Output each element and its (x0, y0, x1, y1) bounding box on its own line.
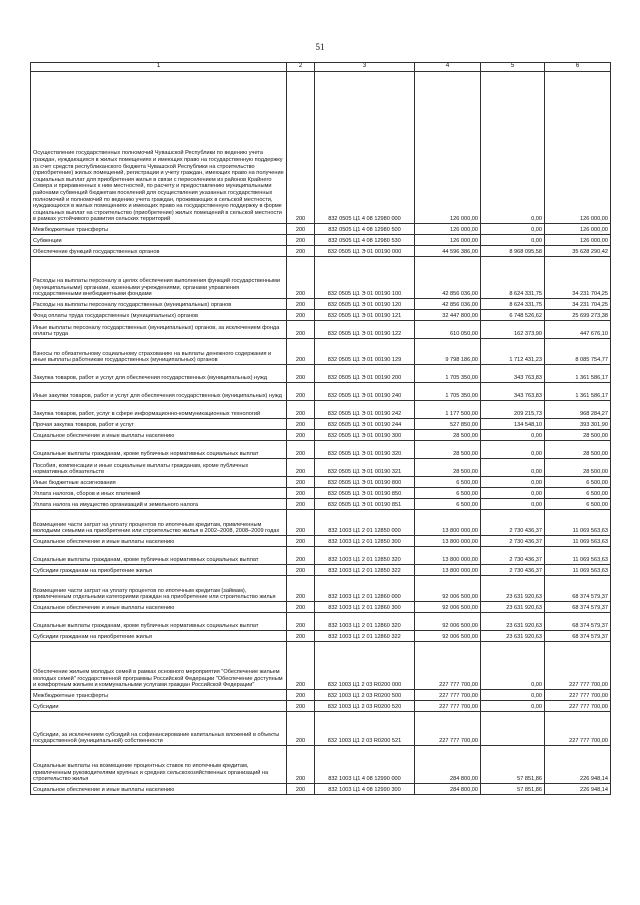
table-row (31, 430, 611, 441)
cell-executed-amount: 0,00 (481, 488, 545, 499)
cell-unexecuted-amount: 226 948,14 (545, 746, 611, 784)
cell-unexecuted-amount: 968 284,27 (545, 401, 611, 419)
cell-description: Прочая закупка товаров, работ и услуг (31, 419, 287, 430)
cell-approved-amount: 610 050,00 (415, 321, 481, 339)
table-row (31, 499, 611, 510)
cell-description: Субвенции (31, 235, 287, 246)
cell-budget-code: 832 1003 Ц1 2 03 R0200 520 (315, 701, 415, 712)
cell-description: Уплата налога на имущество организаций и земельного налога (31, 499, 287, 510)
cell-line-code: 200 (287, 430, 315, 441)
cell-budget-code: 832 0505 Ц1 4 08 12980 500 (315, 224, 415, 235)
cell-line-code: 200 (287, 536, 315, 547)
cell-unexecuted-amount: 447 676,10 (545, 321, 611, 339)
cell-executed-amount: 2 730 436,37 (481, 510, 545, 536)
cell-line-code: 200 (287, 224, 315, 235)
cell-executed-amount: 0,00 (481, 499, 545, 510)
cell-approved-amount: 9 798 186,00 (415, 339, 481, 365)
header-row (31, 63, 611, 72)
table-row (31, 383, 611, 401)
cell-line-code: 200 (287, 419, 315, 430)
cell-description: Возмещение части затрат на уплату процентов по ипотечным кредитам (займам), привлеченным отдельными категориями граждан на приобретение или строительство жилья (31, 576, 287, 602)
cell-unexecuted-amount: 34 231 704,25 (545, 257, 611, 299)
table-row (31, 613, 611, 631)
cell-line-code: 200 (287, 576, 315, 602)
table-row (31, 257, 611, 299)
cell-executed-amount: 162 373,90 (481, 321, 545, 339)
cell-executed-amount: 209 215,73 (481, 401, 545, 419)
header-col-2: 2 (287, 63, 315, 72)
cell-description: Социальное обеспечение и иные выплаты населению (31, 536, 287, 547)
page-number: 51 (315, 42, 325, 52)
cell-line-code: 200 (287, 477, 315, 488)
cell-unexecuted-amount: 11 069 563,63 (545, 536, 611, 547)
cell-unexecuted-amount: 1 361 586,17 (545, 365, 611, 383)
header-col-5: 5 (481, 63, 545, 72)
cell-description: Уплата налогов, сборов и иных платежей (31, 488, 287, 499)
cell-approved-amount: 1 705 350,00 (415, 383, 481, 401)
header-col-4: 4 (415, 63, 481, 72)
table-row (31, 441, 611, 459)
cell-budget-code: 832 0505 Ц1 Э 01 00190 242 (315, 401, 415, 419)
cell-unexecuted-amount: 28 500,00 (545, 441, 611, 459)
cell-line-code: 200 (287, 246, 315, 257)
table-row (31, 712, 611, 746)
table-row (31, 321, 611, 339)
cell-executed-amount: 134 548,10 (481, 419, 545, 430)
cell-approved-amount: 227 777 700,00 (415, 701, 481, 712)
cell-executed-amount: 23 631 920,63 (481, 631, 545, 642)
cell-line-code: 200 (287, 365, 315, 383)
cell-unexecuted-amount: 68 374 579,37 (545, 576, 611, 602)
table-row (31, 339, 611, 365)
cell-description: Закупка товаров, работ и услуг для обеспечения государственных (муниципальных) нужд (31, 365, 287, 383)
cell-line-code: 200 (287, 235, 315, 246)
cell-budget-code: 832 0505 Ц1 4 08 12980 000 (315, 72, 415, 224)
cell-unexecuted-amount: 227 777 700,00 (545, 642, 611, 690)
cell-approved-amount: 126 000,00 (415, 235, 481, 246)
cell-description: Закупка товаров, работ, услуг в сфере информационно-коммуникационных технологий (31, 401, 287, 419)
cell-executed-amount: 0,00 (481, 477, 545, 488)
cell-budget-code: 832 0505 Ц1 Э 01 00190 244 (315, 419, 415, 430)
cell-unexecuted-amount: 68 374 579,37 (545, 613, 611, 631)
cell-description: Расходы на выплаты персоналу государственных (муниципальных) органов (31, 299, 287, 310)
cell-approved-amount: 227 777 700,00 (415, 690, 481, 701)
cell-description: Иные выплаты персоналу государственных (муниципальных) органов, за исключением фонда оплаты труда (31, 321, 287, 339)
cell-approved-amount: 284 800,00 (415, 784, 481, 795)
table-row (31, 746, 611, 784)
table-row (31, 419, 611, 430)
table-row (31, 784, 611, 795)
cell-executed-amount: 0,00 (481, 224, 545, 235)
cell-description: Социальные выплаты гражданам, кроме публичных нормативных социальных выплат (31, 547, 287, 565)
cell-description: Межбюджетные трансферты (31, 224, 287, 235)
cell-unexecuted-amount: 11 069 563,63 (545, 547, 611, 565)
cell-budget-code: 832 0505 Ц1 Э 01 00190 300 (315, 430, 415, 441)
cell-approved-amount: 284 800,00 (415, 746, 481, 784)
cell-executed-amount: 2 730 436,37 (481, 565, 545, 576)
cell-executed-amount: 23 631 920,63 (481, 576, 545, 602)
table-row (31, 631, 611, 642)
cell-budget-code: 832 0505 Ц1 Э 01 00190 240 (315, 383, 415, 401)
cell-executed-amount: 23 631 920,63 (481, 613, 545, 631)
cell-approved-amount: 6 500,00 (415, 488, 481, 499)
table-row (31, 72, 611, 224)
header-col-6: 6 (545, 63, 611, 72)
budget-table (30, 62, 611, 795)
cell-budget-code: 832 1003 Ц1 4 08 12990 000 (315, 746, 415, 784)
table-row (31, 235, 611, 246)
cell-budget-code: 832 1003 Ц1 2 01 12860 320 (315, 613, 415, 631)
cell-line-code: 200 (287, 441, 315, 459)
cell-executed-amount: 6 748 526,62 (481, 310, 545, 321)
cell-budget-code: 832 0505 Ц1 4 08 12980 530 (315, 235, 415, 246)
cell-line-code: 200 (287, 310, 315, 321)
cell-approved-amount: 1 705 350,00 (415, 365, 481, 383)
cell-budget-code: 832 0505 Ц1 Э 01 00190 320 (315, 441, 415, 459)
cell-budget-code: 832 1003 Ц1 2 01 12860 322 (315, 631, 415, 642)
cell-approved-amount: 42 856 036,00 (415, 257, 481, 299)
table-row (31, 310, 611, 321)
cell-approved-amount: 42 856 036,00 (415, 299, 481, 310)
cell-description: Социальное обеспечение и иные выплаты населению (31, 602, 287, 613)
cell-budget-code: 832 0505 Ц1 Э 01 00190 321 (315, 459, 415, 477)
cell-approved-amount: 6 500,00 (415, 499, 481, 510)
cell-approved-amount: 32 447 800,00 (415, 310, 481, 321)
cell-approved-amount: 13 800 000,00 (415, 536, 481, 547)
cell-line-code: 200 (287, 565, 315, 576)
cell-description: Субсидии (31, 701, 287, 712)
cell-approved-amount: 28 500,00 (415, 430, 481, 441)
cell-line-code: 200 (287, 499, 315, 510)
cell-executed-amount: 0,00 (481, 690, 545, 701)
cell-budget-code: 832 1003 Ц1 2 01 12850 322 (315, 565, 415, 576)
cell-budget-code: 832 0505 Ц1 Э 01 00190 120 (315, 299, 415, 310)
cell-line-code: 200 (287, 321, 315, 339)
cell-executed-amount: 0,00 (481, 459, 545, 477)
cell-unexecuted-amount: 6 500,00 (545, 499, 611, 510)
header-col-3: 3 (315, 63, 415, 72)
cell-line-code: 200 (287, 642, 315, 690)
cell-line-code: 200 (287, 547, 315, 565)
cell-unexecuted-amount: 28 500,00 (545, 459, 611, 477)
cell-budget-code: 832 1003 Ц1 2 01 12860 000 (315, 576, 415, 602)
cell-approved-amount: 126 000,00 (415, 72, 481, 224)
cell-executed-amount: 0,00 (481, 441, 545, 459)
cell-approved-amount: 44 596 386,00 (415, 246, 481, 257)
cell-approved-amount: 92 006 500,00 (415, 631, 481, 642)
cell-line-code: 200 (287, 488, 315, 499)
cell-description: Субсидии гражданам на приобретение жилья (31, 631, 287, 642)
cell-budget-code: 832 0505 Ц1 Э 01 00190 100 (315, 257, 415, 299)
cell-unexecuted-amount: 25 699 273,38 (545, 310, 611, 321)
table-row (31, 488, 611, 499)
cell-unexecuted-amount: 6 500,00 (545, 488, 611, 499)
cell-budget-code: 832 1003 Ц1 4 08 12990 300 (315, 784, 415, 795)
cell-description: Обеспечение жильем молодых семей в рамках основного мероприятия "Обеспечение жильем молодых семей" государственной программы Российской Федерации "Обеспечение доступным и комфортным жильем и коммунальными услугами граждан Российской Федерации" (31, 642, 287, 690)
cell-approved-amount: 126 000,00 (415, 224, 481, 235)
cell-executed-amount: 0,00 (481, 235, 545, 246)
cell-line-code: 200 (287, 459, 315, 477)
cell-description: Социальные выплаты гражданам, кроме публичных нормативных социальных выплат (31, 613, 287, 631)
cell-executed-amount: 0,00 (481, 642, 545, 690)
cell-description: Взносы по обязательному социальному страхованию на выплаты денежного содержания и иные выплаты работникам государственных (муниципальных) органов (31, 339, 287, 365)
cell-budget-code: 832 1003 Ц1 2 01 12850 320 (315, 547, 415, 565)
cell-approved-amount: 28 500,00 (415, 441, 481, 459)
cell-description: Субсидии, за исключением субсидий на софинансирование капитальных вложений в объекты государственной (муниципальной) собственности (31, 712, 287, 746)
table-row (31, 642, 611, 690)
cell-line-code: 200 (287, 613, 315, 631)
table-row (31, 510, 611, 536)
cell-approved-amount: 227 777 700,00 (415, 642, 481, 690)
cell-executed-amount: 1 712 431,23 (481, 339, 545, 365)
cell-description: Субсидии гражданам на приобретение жилья (31, 565, 287, 576)
cell-description: Социальное обеспечение и иные выплаты населению (31, 430, 287, 441)
table-row (31, 459, 611, 477)
cell-unexecuted-amount: 227 777 700,00 (545, 712, 611, 746)
cell-executed-amount: 2 730 436,37 (481, 536, 545, 547)
cell-description: Осуществление государственных полномочий Чувашской Республики по ведению учета граждан, нуждающихся в жилых помещениях и имеющих право на государственную поддержку за счет средств республиканского бюджета Чувашской Республики на строительство (приобретение) жилых помещений, регистрации и учету граждан, имеющих право на получение социальных выплат для приобретения жилья в связи с переселением из районов Крайнего Севера и приравненных к ним местностей, по расчету и предоставлению муниципальными районами субвенций бюджетам поселений для осуществления указанных государственных полномочий и полномочий по ведению учета граждан, проживающих в сельской местности, нуждающихся в жилых помещениях и имеющих право на государственную поддержку в форме социальных выплат на строительство (приобретение) жилых помещений в сельской местности в рамках устойчивого развития сельских территорий (31, 72, 287, 224)
cell-unexecuted-amount: 68 374 579,37 (545, 631, 611, 642)
cell-approved-amount: 1 177 500,00 (415, 401, 481, 419)
table-row (31, 246, 611, 257)
cell-line-code: 200 (287, 72, 315, 224)
cell-executed-amount: 23 631 920,63 (481, 602, 545, 613)
table-body (31, 72, 611, 795)
table-row (31, 299, 611, 310)
cell-description: Социальные выплаты на возмещение процентных ставок по ипотечным кредитам, привлеченным руководителями крупных и средних сельскохозяйственных организаций на строительство жилья (31, 746, 287, 784)
cell-executed-amount: 0,00 (481, 701, 545, 712)
cell-line-code: 200 (287, 383, 315, 401)
table-row (31, 547, 611, 565)
cell-unexecuted-amount: 35 628 290,42 (545, 246, 611, 257)
cell-budget-code: 832 0505 Ц1 Э 01 00190 121 (315, 310, 415, 321)
cell-unexecuted-amount: 28 500,00 (545, 430, 611, 441)
table-row (31, 365, 611, 383)
cell-unexecuted-amount: 1 361 586,17 (545, 383, 611, 401)
cell-executed-amount: 343 763,83 (481, 383, 545, 401)
cell-approved-amount: 13 800 000,00 (415, 510, 481, 536)
cell-line-code: 200 (287, 401, 315, 419)
cell-description: Расходы на выплаты персоналу в целях обеспечения выполнения функций государственными (муниципальными) органами, казенными учреждениями, органами управления государственными внебюджетными фондами (31, 257, 287, 299)
cell-budget-code: 832 0505 Ц1 Э 01 00190 200 (315, 365, 415, 383)
cell-unexecuted-amount: 227 777 700,00 (545, 690, 611, 701)
cell-description: Социальные выплаты гражданам, кроме публичных нормативных социальных выплат (31, 441, 287, 459)
cell-description: Обеспечение функций государственных органов (31, 246, 287, 257)
cell-line-code: 200 (287, 510, 315, 536)
cell-budget-code: 832 1003 Ц1 2 01 12850 300 (315, 536, 415, 547)
table-row (31, 690, 611, 701)
cell-executed-amount: 57 851,86 (481, 746, 545, 784)
cell-unexecuted-amount: 8 085 754,77 (545, 339, 611, 365)
header-col-1: 1 (31, 63, 287, 72)
cell-executed-amount: 343 763,83 (481, 365, 545, 383)
table-row (31, 576, 611, 602)
cell-approved-amount: 13 800 000,00 (415, 565, 481, 576)
cell-approved-amount: 92 006 500,00 (415, 613, 481, 631)
cell-budget-code: 832 1003 Ц1 2 03 R0200 521 (315, 712, 415, 746)
cell-approved-amount: 13 800 000,00 (415, 547, 481, 565)
cell-line-code: 200 (287, 339, 315, 365)
cell-executed-amount: 8 624 331,75 (481, 257, 545, 299)
cell-unexecuted-amount: 6 500,00 (545, 477, 611, 488)
table-row (31, 224, 611, 235)
table-row (31, 401, 611, 419)
cell-approved-amount: 227 777 700,00 (415, 712, 481, 746)
cell-budget-code: 832 0505 Ц1 Э 01 00190 129 (315, 339, 415, 365)
cell-line-code: 200 (287, 712, 315, 746)
cell-description: Социальное обеспечение и иные выплаты населению (31, 784, 287, 795)
cell-line-code: 200 (287, 701, 315, 712)
table-row (31, 701, 611, 712)
cell-unexecuted-amount: 11 069 563,63 (545, 510, 611, 536)
cell-unexecuted-amount: 226 948,14 (545, 784, 611, 795)
cell-description: Межбюджетные трансферты (31, 690, 287, 701)
cell-description: Иные бюджетные ассигнования (31, 477, 287, 488)
cell-unexecuted-amount: 126 000,00 (545, 224, 611, 235)
cell-line-code: 200 (287, 631, 315, 642)
cell-line-code: 200 (287, 602, 315, 613)
cell-description: Иные закупки товаров, работ и услуг для обеспечения государственных (муниципальных) нужд (31, 383, 287, 401)
cell-executed-amount: 57 851,86 (481, 784, 545, 795)
cell-executed-amount: 8 968 095,58 (481, 246, 545, 257)
cell-approved-amount: 6 500,00 (415, 477, 481, 488)
cell-executed-amount: 0,00 (481, 430, 545, 441)
cell-approved-amount: 527 850,00 (415, 419, 481, 430)
cell-description: Пособия, компенсации и иные социальные выплаты гражданам, кроме публичных нормативных обязательств (31, 459, 287, 477)
cell-budget-code: 832 1003 Ц1 2 03 R0200 000 (315, 642, 415, 690)
cell-budget-code: 832 0505 Ц1 Э 01 00190 800 (315, 477, 415, 488)
cell-approved-amount: 92 006 500,00 (415, 602, 481, 613)
cell-line-code: 200 (287, 784, 315, 795)
cell-budget-code: 832 1003 Ц1 2 03 R0200 500 (315, 690, 415, 701)
cell-budget-code: 832 0505 Ц1 Э 01 00190 000 (315, 246, 415, 257)
table-row (31, 477, 611, 488)
cell-unexecuted-amount: 34 231 704,25 (545, 299, 611, 310)
table-row (31, 565, 611, 576)
cell-unexecuted-amount: 11 069 563,63 (545, 565, 611, 576)
cell-line-code: 200 (287, 257, 315, 299)
cell-executed-amount: 8 624 331,75 (481, 299, 545, 310)
cell-approved-amount: 92 006 500,00 (415, 576, 481, 602)
cell-line-code: 200 (287, 299, 315, 310)
cell-executed-amount: 0,00 (481, 72, 545, 224)
cell-description: Фонд оплаты труда государственных (муниципальных) органов (31, 310, 287, 321)
cell-line-code: 200 (287, 746, 315, 784)
cell-unexecuted-amount: 126 000,00 (545, 72, 611, 224)
cell-executed-amount (481, 712, 545, 746)
cell-description: Возмещение части затрат на уплату процентов по ипотечным кредитам, привлеченным молодыми семьями на приобретение или строительство жилья в 2002–2008, 2008–2009 годах (31, 510, 287, 536)
cell-budget-code: 832 1003 Ц1 2 01 12850 000 (315, 510, 415, 536)
cell-line-code: 200 (287, 690, 315, 701)
cell-unexecuted-amount: 68 374 579,37 (545, 602, 611, 613)
cell-unexecuted-amount: 227 777 700,00 (545, 701, 611, 712)
cell-unexecuted-amount: 393 301,90 (545, 419, 611, 430)
cell-approved-amount: 28 500,00 (415, 459, 481, 477)
cell-executed-amount: 2 730 436,37 (481, 547, 545, 565)
cell-unexecuted-amount: 126 000,00 (545, 235, 611, 246)
table-row (31, 602, 611, 613)
cell-budget-code: 832 0505 Ц1 Э 01 00190 850 (315, 488, 415, 499)
table-row (31, 536, 611, 547)
cell-budget-code: 832 0505 Ц1 Э 01 00190 122 (315, 321, 415, 339)
cell-budget-code: 832 1003 Ц1 2 01 12860 300 (315, 602, 415, 613)
cell-budget-code: 832 0505 Ц1 Э 01 00190 851 (315, 499, 415, 510)
